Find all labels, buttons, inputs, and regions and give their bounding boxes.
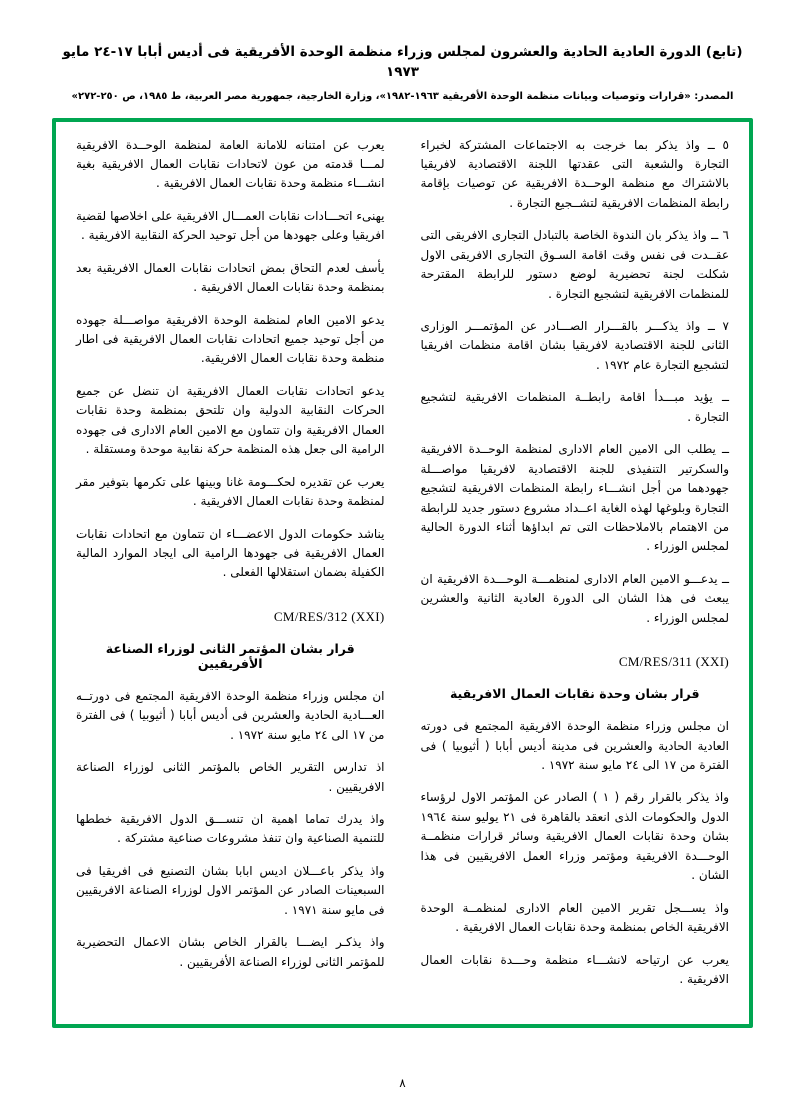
paragraph: يأسف لعدم التحاق بمض اتحادات نقابات العمال الافريقية بعد بمنظمة وحدة نقابات العمال الافريقية . — [76, 260, 385, 295]
paragraph: يدعو اتحادات نقابات العمال الافريقية ان تنضل عن جميع الحركات النقابية الدولية وان تلتحق بمنظمة وحدة نقابات العمال الافريقية وان تتماون مع الامين العام الادارى فى جهوده الرامية الى جعل هذه المنظمة حركة نقابية موحدة ومستقلة . — [76, 383, 385, 457]
paragraph: واذ يذكـر ايضـــا بالقرار الخاص بشان الاعمال التحضيرية للمؤتمر الثانى لوزراء الصناعة الأفريقيين . — [76, 935, 385, 969]
paragraph: يعرب عن تقديره لحكـــومة غانا وبينها على تكرمها بتوفير مقر لمنظمة وحدة نقابات العمال الافريقية . — [76, 474, 385, 509]
resolution-title: قرار بشان المؤتمر الثانى لوزراء الصناعة الأفريقيين — [105, 640, 355, 671]
paragraph: ان مجلس وزراء منظمة الوحدة الافريقية المجتمع فى دورتــه العـــادية الحادية والعشرين فى أديس أبابا ( أثيوبيا ) فى الفترة من ١٧ الى ٢٤ مايو سنة ١٩٧٢ . — [76, 688, 385, 742]
paragraph: يدعو الامين العام لمنظمة الوحدة الافريقية مواصـــلة جهوده من أجل توحيد جميع اتحادات نقابات العمال الافريقية فى اطار منظمة وحدة نقابات العمال الافريقية. — [76, 312, 385, 366]
two-column-body — [74, 136, 731, 1014]
paragraph: واذ يســـجل تقرير الامين العام الادارى لمنظمــة الوحدة الافريقية الخاص بمنظمة وحدة نقابات العمال الافريقية . — [420, 900, 729, 935]
paragraph: يعرب عن امتنانه للامانة العامة لمنظمة الوحــدة الافريقية لمـــا قدمته من عون لاتحادات نقابات العمال الافريقية بغية انشـــاء منظمة وحدة نقابات العمال الافريقية . — [76, 137, 385, 191]
paragraph: ــ يطلب الى الامين العام الادارى لمنظمة الوحــدة الافريقية والسكرتير التنفيذى للجنة الاقتصادية لافريقيا مواصـــلة جهودهما من أجل انشـــاء رابطة المنظمات الافريقية لتشجيع التجارة وبلوغها لهذه الغاية اعــداد مشروع دستور جديد للرابطة من الاهتمام بالاملاحظات التى تم ابداؤها أثناء الدورة الحالية لمجلس الوزراء . — [420, 442, 729, 554]
paragraph: واذ يذكر بالقرار رقم ( ١ ) الصادر عن المؤتمر الاول لرؤساء الدول والحكومات الذى انعقد بالقاهرة فى ٢١ يوليو سنة ١٩٦٤ بشان وحدة نقابات العمال الافريقية وسائر قرارات منظمــة الوحـــدة الافريقية ومؤتمر وزراء العمل الافريقيين فى هذا الشان . — [420, 790, 729, 883]
resolution-code: CM/RES/311 (XXI) — [618, 654, 729, 670]
paragraph: ٦ ــ واذ يذكر بان الندوة الخاصة بالتبادل التجارى الافريقى التى عقــدت فى نفس وقت اقامة السـوق التجارى الافريقى الاول شكلت لجنة تحضيرية لوضع دستور للرابطة المقترحة للمنظمات الافريقية لتشجيع التجارة . — [420, 228, 729, 301]
paragraph: يهنىء اتحـــادات نقابات العمـــال الافريقية على اخلاصها لقضية افريقيا وعلى جهودها من أجل توحيد الحركة النقابية الافريقية . — [76, 208, 385, 243]
resolution-code: CM/RES/312 (XXI) — [273, 608, 385, 624]
paragraph: واذ يذكر باعـــلان اديس ابابا بشان التصنيع فى افريقيا فى السبعينات الصادر عن المؤتمر الاول لوزراء الصناعة الافريقيين فى مايو سنة ١٩٧١ . — [76, 863, 385, 917]
column-left — [74, 136, 403, 1014]
paragraph: واذ يدرك تماما اهمية ان تنســـق الدول الافريقية خططها للتنمية الصناعية وان تنفذ مشروعات صناعية مشتركة . — [76, 812, 385, 846]
paragraph: اذ تدارس التقرير الخاص بالمؤتمر الثانى لوزراء الصناعة الافريقيين . — [76, 760, 385, 794]
paragraph: ــ يؤيد مبـــدأ اقامة رابطــة المنظمات الافريقية لتشجيع التجارة . — [420, 390, 729, 424]
column-right — [403, 136, 732, 1014]
content-frame — [52, 118, 753, 1028]
paragraph: ٧ ــ واذ يذكـــر بالقـــرار الصـــادر عن المؤتمـــر الوزارى الثانى للجنة الاقتصادية لافريقيا بشان اقامة منظمات افريقيا لتشجيع التجارة عام ١٩٧٢ . — [420, 319, 729, 372]
paragraph: يعرب عن ارتياحه لانشـــاء منظمة وحـــدة نقابات العمال الافريقية . — [420, 952, 729, 986]
paragraph: ٥ ــ واذ يذكر بما خرجت به الاجتماعات المشتركة لخبراء التجارة والشعبة التى عقدتها اللجنة الاقتصادية لافريقيا بالاشتراك مع منظمة الوحــدة الافريقية عن توصيات بإقامة رابطة المنظمات الافريقية لتشــجيع التجارة . — [420, 137, 729, 210]
source-note: المصدر: «قرارات وتوصيات وبيانات منظمة الوحدة الأفريقية ١٩٦٣-١٩٨٢»، وزارة الخارجية، جمهورية مصر العربية، ط ١٩٨٥، ص ٢٥٠-٢٧٢» — [71, 90, 734, 102]
resolution-title: قرار بشان وحدة نقابات العمال الافريقية — [449, 686, 700, 702]
page-number: ٨ — [399, 1076, 406, 1090]
paragraph: يناشد حكومات الدول الاعضـــاء ان تتماون مع اتحادات نقابات العمال الافريقية فى جهودها الرامية الى ايجاد الموارد المالية الكفيلة بضمان استقلالها الفعلى . — [76, 526, 385, 580]
paragraph: ان مجلس وزراء منظمة الوحدة الافريقية المجتمع فى دورته العادية الحادية والعشرين فى مدينة أديس أبابا ( أثيوبيا ) فى الفترة من ١٧ الى ٢٤ مايو سنة ١٩٧٢ . — [420, 719, 729, 772]
page-title: (تابع) الدورة العادية الحادية والعشرون لمجلس وزراء منظمة الوحدة الأفريقية فى أديس أبابا ١٧-٢٤ مايو ١٩٧٣ — [62, 44, 743, 81]
document-header — [52, 42, 753, 104]
paragraph: ــ يدعـــو الامين العام الادارى لمنظمـــة الوحـــدة الافريقية ان يبعث فى هذا الشان الى الدورة العادية الثانية والعشرين لمجلس الوزراء . — [420, 571, 729, 625]
